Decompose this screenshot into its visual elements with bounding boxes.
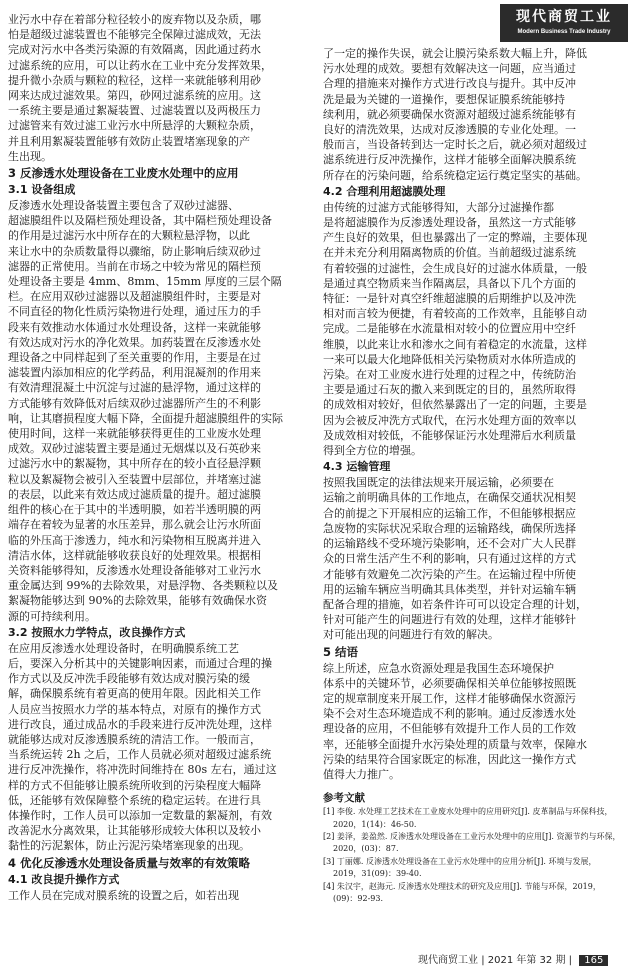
text-line: 关资料能够得知，反渗透水处理设备能够对工业污水 bbox=[8, 563, 261, 577]
text-line: 洗是最为关键的一道操作，要想保证膜系统能够持 bbox=[323, 92, 565, 106]
text-line: 使用时间，这样一来就能够获得更佳的工业废水处理 bbox=[8, 427, 261, 441]
references-title: 参考文献 bbox=[323, 792, 365, 805]
journal-title-cn: 现代商贸工业 bbox=[516, 9, 612, 25]
text-line: 用的运输车辆应当明确其具体类型，并针对运输车辆 bbox=[323, 582, 576, 596]
text-line: 合理的措施来对操作方式进行改良与提升。其中反冲 bbox=[323, 77, 576, 91]
text-line: 所存在的污染问题，给系统稳定运行奠定坚实的基础。 bbox=[323, 168, 587, 182]
text-line: 定的规章制度来开展工作，这样才能够确保水资源污 bbox=[323, 691, 576, 705]
section-3-2-body bbox=[8, 641, 308, 854]
text-line: 良好的清洗效果，达成对反渗透膜的专业化处理。一 bbox=[323, 123, 576, 137]
text-line: 清洁水体，这样就能够收获良好的处理效果。根据相 bbox=[8, 548, 261, 562]
text-line: 一系统主要是通过絮凝装置、过滤装置以及两极压力 bbox=[8, 104, 261, 118]
text-line: 污水处理的成效。要想有效解决这一问题，应当通过 bbox=[323, 62, 576, 76]
text-line: 急废物的实际状况采取合理的运输路线，确保所选择 bbox=[323, 521, 576, 535]
text-line: 端存在着较为显著的水压差异，那么就会让污水所面 bbox=[8, 518, 261, 532]
text-line: 主要是通过石灰的撒入来到既定的目的，虽然所取得 bbox=[323, 383, 576, 397]
text-line: 方式能够有效降低对后续双砂过滤器所产生的不利影 bbox=[8, 396, 261, 410]
text-line: 体操作时，工作人员可以添加一定数量的絮凝剂，有效 bbox=[8, 808, 272, 822]
text-line: 值得大力推广。 bbox=[323, 767, 400, 781]
section-4-1-body bbox=[8, 888, 308, 903]
section-4-3-heading: 4.3 运输管理 bbox=[323, 460, 391, 474]
text-line: 般而言，当设备转到达一定时长之后，就必须对超级过 bbox=[323, 138, 587, 152]
text-line: 超滤膜组件以及隔栏预处理设备，其中隔栏预处理设备 bbox=[8, 214, 272, 228]
text-line: 就能够达成对反渗透膜系统的清洁工作。一般而言， bbox=[8, 732, 261, 746]
text-line: 栏。在应用双砂过滤器以及超滤膜组件时，主要是对 bbox=[8, 290, 261, 304]
text-line: 由传统的过滤方式能够得知，大部分过滤操作都 bbox=[323, 200, 554, 214]
text-line: 维膜，以此来让水和渗水之间有着稳定的水流量，这样 bbox=[323, 337, 587, 351]
section-5-body bbox=[323, 661, 623, 783]
text-line: 样的方式不但能够让膜系统所收到的污染程度大幅降 bbox=[8, 778, 261, 792]
text-line: 进行改良，通过成品水的手段来进行反冲洗处理，这样 bbox=[8, 717, 272, 731]
text-line: 得到全方位的增强。 bbox=[323, 444, 422, 458]
text-line: 提升微小杂质与颗粒的粒径，这样一来就能够利用砂 bbox=[8, 73, 261, 87]
text-line: 是通过真空物质来当作隔离层，具备以下几个方面的 bbox=[323, 276, 576, 290]
text-line: 滤器的正常使用。当前在市场之中较为常见的隔栏预 bbox=[8, 259, 261, 273]
section-3-2-heading: 3.2 按照水力学特点，改良操作方式 bbox=[8, 625, 186, 639]
text-line: 有着较强的过滤性，会生成良好的过滤水体质量，一般 bbox=[323, 261, 587, 275]
section-3-heading: 3 反渗透水处理设备在工业废水处理中的应用 bbox=[8, 166, 239, 181]
references-list bbox=[323, 806, 623, 905]
text-line: 污染的结果符合国家既定的标准，因此这一操作方式 bbox=[323, 752, 576, 766]
text-line: 生出现。 bbox=[8, 149, 52, 163]
text-line: 了一定的操作失误，就会让膜污染系数大幅上升，降低 bbox=[323, 47, 587, 60]
reference-item: [1] 李俊. 水处理工艺技术在工业废水处理中的应用研究[J]. 皮革制品与环保科技，2020，1(14)：46-50. bbox=[323, 807, 613, 829]
text-line: 有效清理混凝土中沉淀与过滤的悬浮物，通过这样的 bbox=[8, 381, 261, 395]
text-line: 体系中的关键环节，必须要确保相关单位能够按照既 bbox=[323, 676, 576, 690]
section-4-heading: 4 优化反渗透水处理设备质量与效率的有效策略 bbox=[8, 855, 251, 870]
text-line: 滤系统进行反冲洗操作，这样才能够全面解决膜系统 bbox=[323, 153, 576, 167]
text-line: 合的前提之下开展相应的运输工作，不但能够根据应 bbox=[323, 506, 576, 520]
text-line: 怕是超级过滤装置也不能够完全保障过滤成效，无法 bbox=[8, 28, 261, 42]
text-line: 有效达成对污水的净化效果。加药装置在反渗透水处 bbox=[8, 335, 261, 349]
text-line: 的运输路线不受环境污染影响，还不会对广大人民群 bbox=[323, 537, 576, 551]
text-line: 过滤系统的应用，可以让药水在工业中充分发挥效果， bbox=[8, 58, 272, 72]
text-line: 特征：一是针对真空纤维超滤膜的后期维护以及冲洗 bbox=[323, 292, 576, 306]
text-line: 的表层，以此来有效达成过滤质量的提升。超过滤膜 bbox=[8, 487, 261, 501]
text-line: 运输之前明确具体的工作地点，在确保交通状况相契 bbox=[323, 491, 576, 505]
text-line: 重金属达到 99%的去除效果，对悬浮物、各类颗粒以及 bbox=[8, 579, 278, 593]
text-line: 成效。双砂过滤装置主要是通过无烟煤以及石英砂来 bbox=[8, 442, 261, 456]
text-line: 完成对污水中各类污染源的有效隔离，因此通过药水 bbox=[8, 43, 261, 57]
text-line: 段来有效推动水体通过水处理设备，这样一来就能够 bbox=[8, 320, 261, 334]
footer-issue: 2021 年第 32 期 bbox=[487, 955, 566, 966]
text-line: 染不会对生态环境造成不利的影响。通过反渗透水处 bbox=[323, 707, 576, 721]
text-line: 不同直径的物化性质污染物进行处理，通过压力的手 bbox=[8, 305, 261, 319]
text-line: 人员应当按照水力学的基本特点，对原有的操作方式 bbox=[8, 702, 261, 716]
text-line: 完成。二是能够在水流量相对较小的位置应用中空纤 bbox=[323, 322, 576, 336]
text-line: 对可能出现的问题进行有效的解决。 bbox=[323, 628, 499, 642]
text-line: 在并未充分利用隔离物质的价值。当前超级过滤系统 bbox=[323, 246, 576, 260]
text-line: 众的日常生活产生不利的影响，只有通过这样的方式 bbox=[323, 552, 576, 566]
section-4-2-heading: 4.2 合理利用超滤膜处理 bbox=[323, 184, 446, 198]
text-line: 响，让其磨损程度大幅下降，全面提升超滤膜组件的实际 bbox=[8, 411, 283, 425]
text-line: 的成效相对较好，但依然暴露出了一定的问题，主要是 bbox=[323, 398, 587, 412]
text-line: 黏性的污泥絮体，防止污泥污染堵塞现象的出现。 bbox=[8, 839, 250, 853]
right-column bbox=[323, 46, 623, 905]
text-line: 相对而言较为便捷，有着较高的工作效率，且能够自动 bbox=[323, 307, 587, 321]
left-column bbox=[8, 12, 308, 903]
text-line: 业污水中存在着部分粒径较小的废弃物以及杂质，哪 bbox=[8, 13, 261, 26]
reference-item: [4] 朱汉宇，赵海元. 反渗透水处理技术的研究及应用[J]. 节能与环保，2019，(09)：92-93. bbox=[323, 881, 601, 903]
text-line: 作方式以及反冲洗手段能够有效达成对膜污染的缓 bbox=[8, 672, 250, 686]
text-line: 后，要深入分析其中的关键影响因素，而通过合理的操 bbox=[8, 656, 272, 670]
text-line: 的作用是过滤污水中所存在的大颗粒悬浮物，以此 bbox=[8, 229, 250, 243]
text-line: 粒以及絮凝物会被引入至装置中层部位，并堵塞过滤 bbox=[8, 472, 261, 486]
page-footer: 现代商贸工业 | 2021 年第 32 期 | 165 bbox=[418, 951, 608, 966]
text-line: 针对可能产生的问题进行有效的处理，这样才能够针 bbox=[323, 613, 576, 627]
text-line: 来让水中的杂质数量得以骤缩，防止影响后续双砂过 bbox=[8, 244, 261, 258]
text-line: 网来达成过滤效果。第四，砂网过滤系统的应用。这 bbox=[8, 89, 261, 103]
section-4-1-heading: 4.1 改良提升操作方式 bbox=[8, 872, 120, 886]
reference-item: [2] 姜泽，姜盈然. 反渗透水处理设备在工业污水处理中的应用[J]. 资源节约与环保，2020，(03)：87. bbox=[323, 831, 621, 854]
text-line: 低，还能够有效保障整个系统的稳定运转。在进行具 bbox=[8, 793, 261, 807]
page-number: 165 bbox=[579, 955, 608, 966]
intro-paragraph bbox=[8, 12, 308, 164]
text-line: 临的外压高于渗透力，纯水和污染物相互脱离并进入 bbox=[8, 533, 261, 547]
text-line: 续利用，就必须要确保水资源对超级过滤系统能够有 bbox=[323, 107, 576, 121]
section-4-1-body-cont bbox=[323, 46, 623, 183]
footer-journal: 现代商贸工业 bbox=[418, 955, 478, 966]
section-3-1-body bbox=[8, 198, 308, 624]
reference-item: [3] 丁丽娜. 反渗透水处理设备在工业污水处理中的应用分析[J]. 环境与发展，2019，31(09)：39-40. bbox=[323, 856, 597, 879]
journal-badge bbox=[500, 4, 628, 42]
text-line: 才能够有效避免二次污染的产生。在运输过程中所使 bbox=[323, 567, 576, 581]
text-line: 因为会被反冲洗方式取代，在污水处理方面的效率以 bbox=[323, 413, 576, 427]
text-line: 理设备的应用，不但能够有效提升工作人员的工作效 bbox=[323, 722, 576, 736]
text-line: 综上所述，应急水资源处理是我国生态环境保护 bbox=[323, 661, 554, 675]
text-line: 当系统运转 2h 之后，工作人员就必须对超级过滤系统 bbox=[8, 748, 272, 762]
text-line: 解，确保膜系统有着更高的使用年限。因此相关工作 bbox=[8, 687, 261, 701]
text-line: 絮凝物能够达到 90%的去除效果，能够有效确保水资 bbox=[8, 594, 267, 608]
text-line: 进行反冲洗操作，将冲洗时间维持在 80s 左右，通过这 bbox=[8, 763, 277, 777]
text-line: 处理设备主要是 4mm、8mm、15mm 厚度的三层个隔 bbox=[8, 275, 282, 289]
text-line: 过滤污水中的絮凝物，其中所存在的较小直径悬浮颗 bbox=[8, 457, 261, 471]
text-line: 配备合理的措施，如若条件许可可以设定合理的计划， bbox=[323, 597, 587, 611]
section-5-heading: 5 结语 bbox=[323, 644, 359, 659]
text-line: 反渗透水处理设备装置主要包含了双砂过滤器、 bbox=[8, 199, 239, 213]
text-line: 产生良好的效果，但也暴露出了一定的弊端，主要体现 bbox=[323, 231, 587, 245]
text-line: 污染。在对工业废水进行处理的过程之中，传统防治 bbox=[323, 368, 576, 382]
text-line: 在应用反渗透水处理设备时，在明确膜系统工艺 bbox=[8, 641, 239, 655]
text-line: 过滤管来有效过滤工业污水中所悬浮的大颗粒杂质， bbox=[8, 119, 261, 133]
text-line: 理设备之中同样起到了至关重要的作用，主要是在过 bbox=[8, 351, 261, 365]
text-line: 是将超滤膜作为反渗透处理设备，虽然这一方式能够 bbox=[323, 216, 576, 230]
text-line: 并且利用絮凝装置能够有效防止装置堵塞现象的产 bbox=[8, 134, 250, 148]
section-4-3-body bbox=[323, 475, 623, 642]
text-line: 及成效相对较低，不能够保证污水处理滞后水利质量 bbox=[323, 428, 576, 442]
text-line: 改善泥水分离效果，让其能够形成较大体积以及较小 bbox=[8, 824, 261, 838]
text-line: 一来可以最大化地降低相关污染物质对水体所造成的 bbox=[323, 352, 576, 366]
text-line: 工作人员在完成对膜系统的设置之后，如若出现 bbox=[8, 888, 239, 902]
text-line: 组件的核心在于其中的半透明膜，如若半透明膜的两 bbox=[8, 503, 261, 517]
journal-title-en: Modern Business Trade Industry bbox=[517, 29, 611, 35]
text-line: 按照我国既定的法律法规来开展运输，必须要在 bbox=[323, 476, 554, 490]
section-4-2-body bbox=[323, 200, 623, 458]
section-3-1-heading: 3.1 设备组成 bbox=[8, 183, 76, 197]
text-line: 源的可持续利用。 bbox=[8, 609, 96, 623]
text-line: 滤装置内添加相应的化学药品，利用混凝剂的作用来 bbox=[8, 366, 261, 380]
text-line: 率，还能够全面提升水污染处理的质量与效率，保障水 bbox=[323, 737, 587, 751]
